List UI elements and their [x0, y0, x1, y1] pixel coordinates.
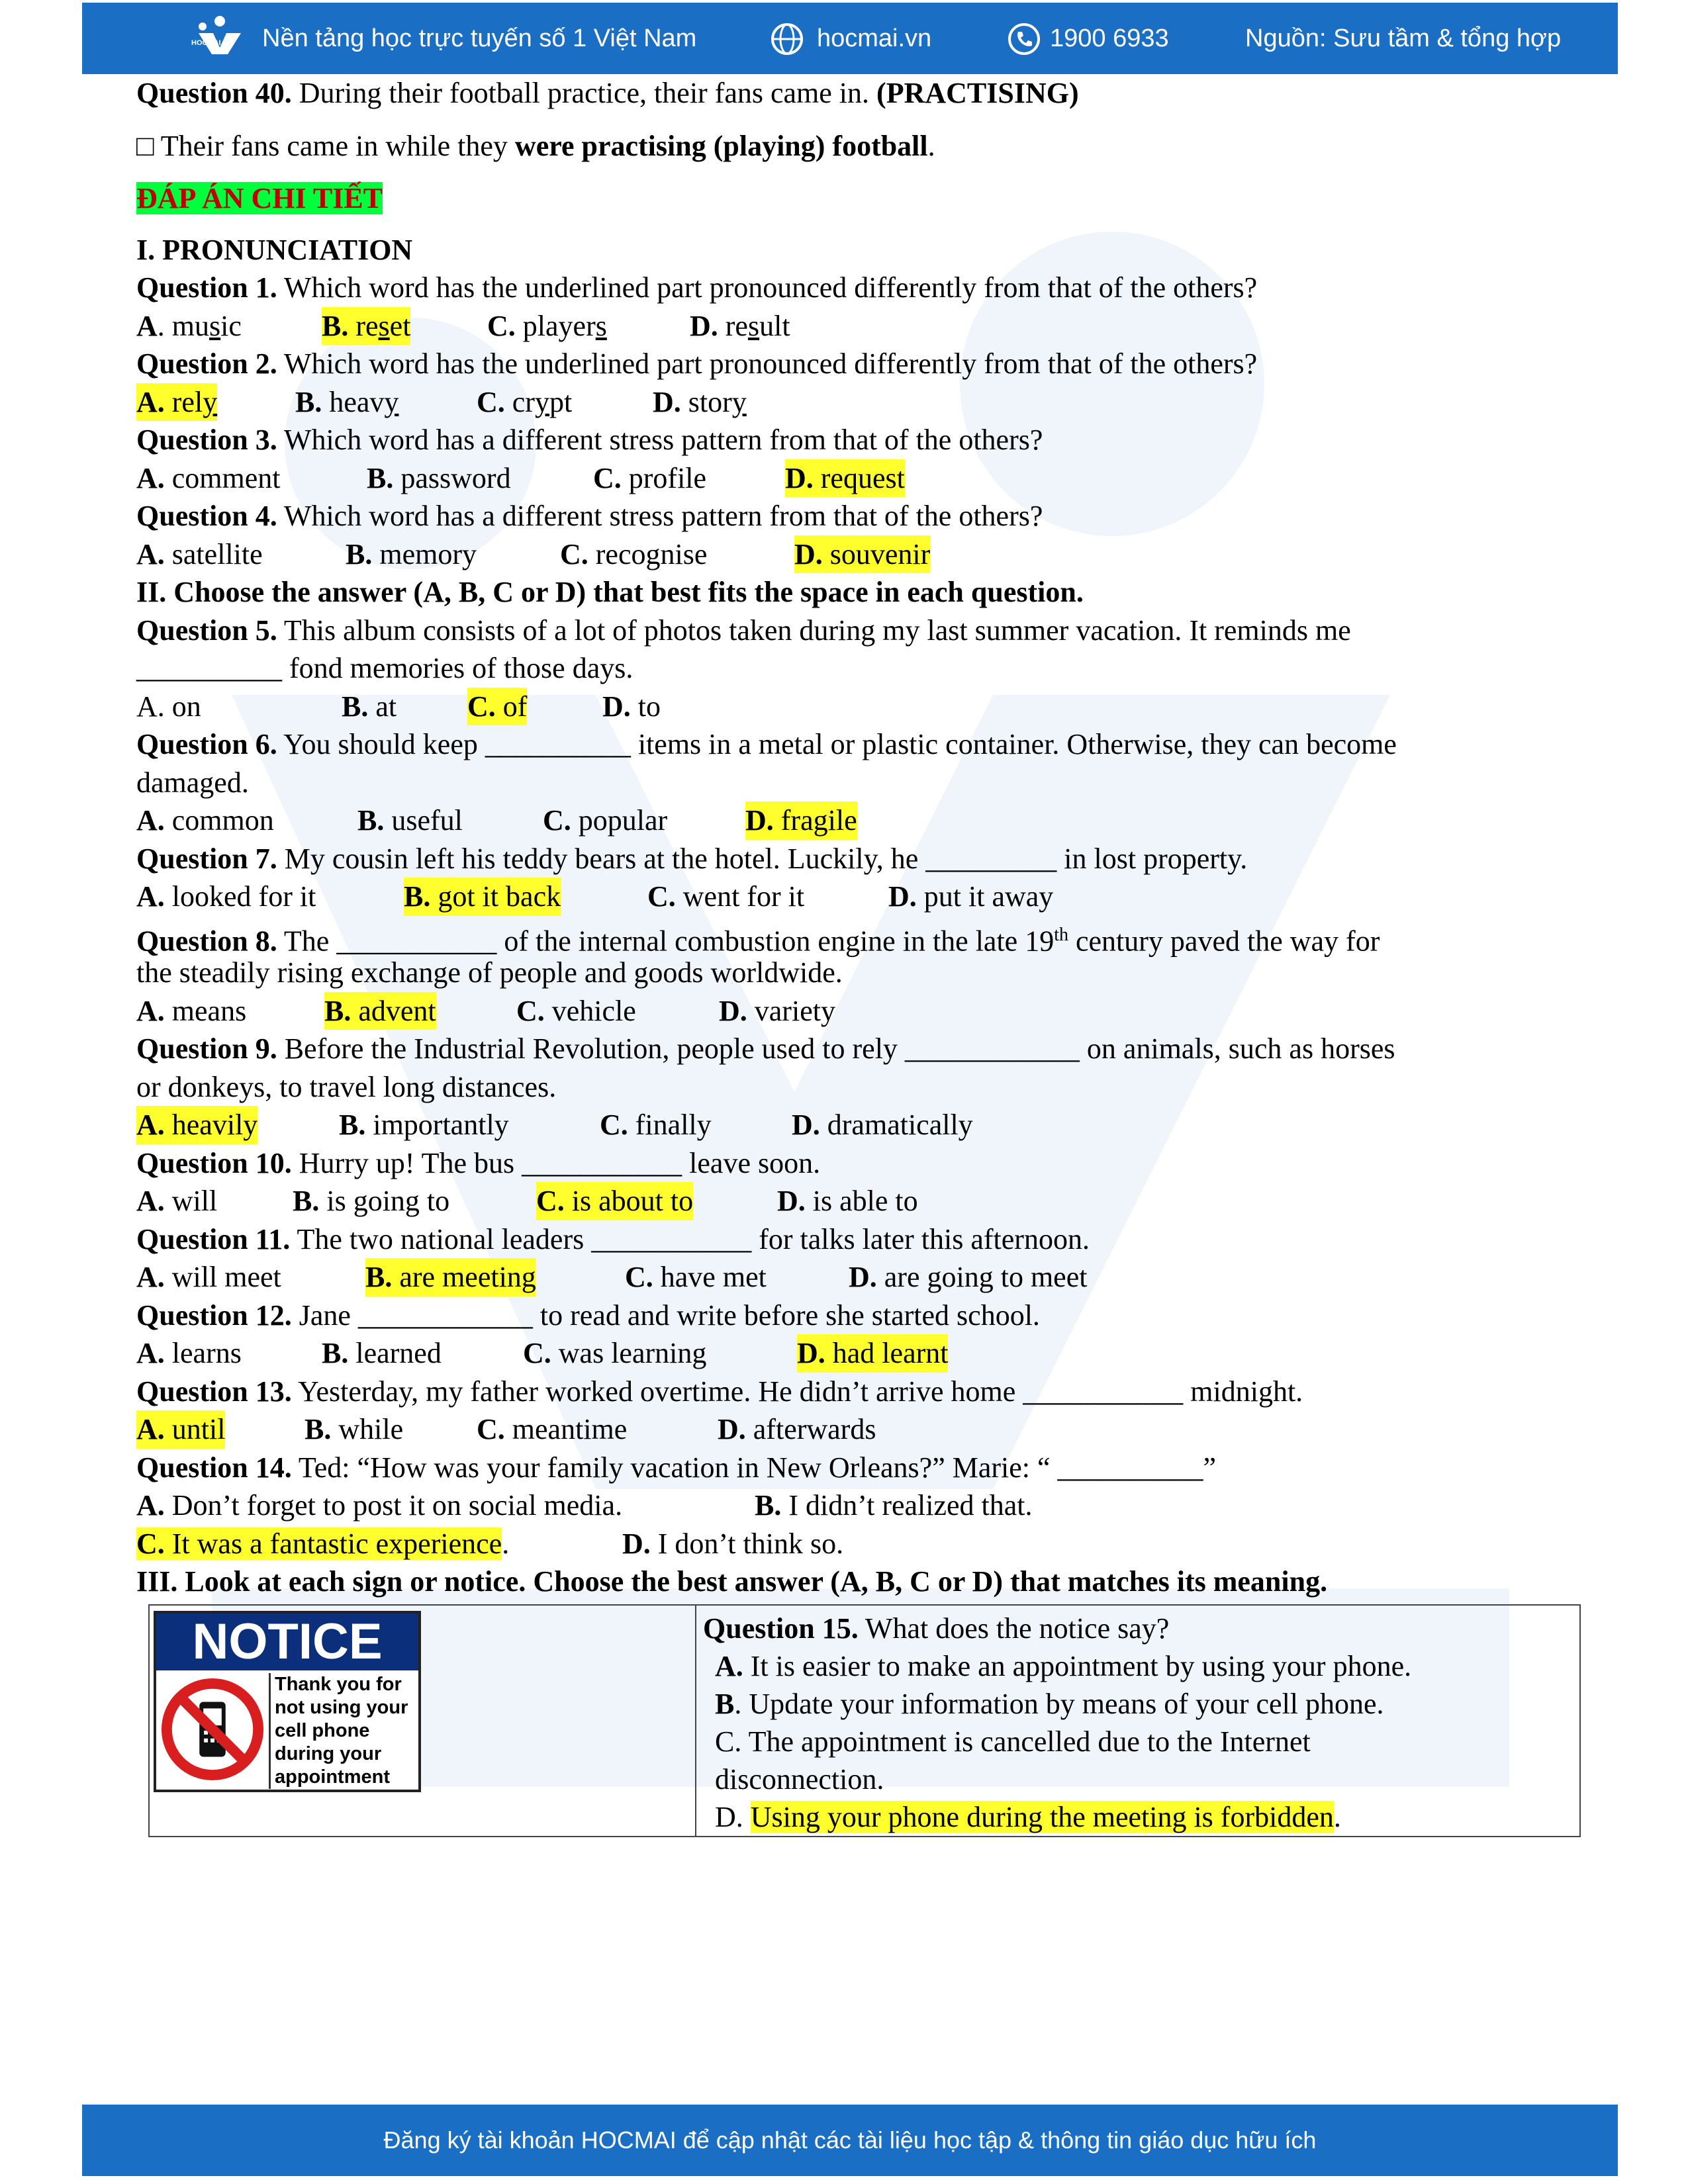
- q9-text: Before the Industrial Revolution, people used to rely ____________ on animals, such as horses: [277, 1032, 1395, 1065]
- q13-label: Question 13.: [136, 1375, 292, 1408]
- q12-option-d: D. had learnt: [797, 1334, 948, 1373]
- q5-option-a: A. on: [136, 690, 201, 723]
- q11-text: The two national leaders ___________ for talks later this afternoon.: [290, 1222, 1090, 1255]
- globe-icon: [771, 23, 804, 56]
- q8-text-pre: The ___________ of the internal combustion engine in the late 19: [277, 925, 1055, 958]
- q2-option-c: C. crypt: [477, 385, 573, 418]
- section-2-heading: [136, 573, 1579, 612]
- q14-options-2: [136, 1525, 1579, 1563]
- phone-number[interactable]: 1900 6933: [1050, 24, 1169, 52]
- q5-options: [136, 688, 1579, 726]
- q1-stem: [136, 269, 1579, 307]
- q13-option-b: B. while: [305, 1413, 404, 1445]
- q40-answer: [136, 127, 1579, 165]
- website-link[interactable]: hocmai.vn: [817, 24, 932, 52]
- header-slogan: Nền tảng học trực tuyến số 1 Việt Nam: [262, 24, 697, 52]
- q2-option-b: B. heavy: [295, 385, 399, 418]
- footer-text[interactable]: Đăng ký tài khoản HOCMAI để cập nhật các tài liệu học tập & thông tin giáo dục hữu ích: [383, 2126, 1317, 2154]
- q40-text: During their football practice, their fans came in.: [291, 77, 877, 109]
- q8-option-d: D. variety: [719, 994, 835, 1027]
- q7-stem: [136, 840, 1579, 878]
- q4-text: Which word has a different stress pattern from that of the others?: [277, 500, 1043, 532]
- table-divider: [695, 1606, 696, 1836]
- q11-option-a: A. will meet: [136, 1261, 281, 1293]
- q6-option-b: B. useful: [357, 804, 463, 837]
- notice-message: [269, 1673, 422, 1789]
- q4-label: Question 4.: [136, 500, 277, 532]
- q7-options: [136, 878, 1579, 916]
- no-cell-phone-icon: [160, 1677, 265, 1782]
- q2-text: Which word has the underlined part pronounced differently from that of the others?: [277, 347, 1258, 380]
- section-2-title: II. Choose the answer (A, B, C or D) that best fits the space in each question.: [136, 576, 1084, 608]
- q6-options: [136, 801, 1579, 840]
- q8-option-b: B. advent: [324, 992, 436, 1030]
- q6-stem: [136, 725, 1579, 764]
- q10-option-c: C. is about to: [536, 1182, 693, 1220]
- q10-label: Question 10.: [136, 1146, 292, 1179]
- q2-label: Question 2.: [136, 347, 277, 380]
- q6-option-c: C. popular: [543, 804, 668, 837]
- q15-option-c: C. The appointment is cancelled due to the Internet: [715, 1725, 1311, 1758]
- q12-option-a: A. learns: [136, 1337, 242, 1369]
- q9-stem: [136, 1030, 1579, 1068]
- q40-answer-post: .: [927, 129, 935, 162]
- q8-option-a: A. means: [136, 994, 247, 1027]
- q6-text-2: damaged.: [136, 766, 249, 799]
- notice-heading: NOTICE: [156, 1614, 418, 1670]
- q1-option-b: B. reset: [322, 307, 410, 345]
- notice-line-2: not using your: [275, 1697, 408, 1718]
- q15-option-a: A. It is easier to make an appointment by using your phone.: [715, 1650, 1412, 1682]
- q15-table: [148, 1604, 1581, 1837]
- q7-option-b: B. got it back: [404, 878, 561, 916]
- q1-option-a: A. music: [136, 309, 242, 342]
- q9-options: [136, 1106, 1579, 1144]
- footer-bar: [82, 2105, 1618, 2176]
- notice-sign: [154, 1611, 421, 1792]
- q8-superscript: th: [1054, 924, 1068, 945]
- q8-option-c: C. vehicle: [516, 994, 636, 1027]
- logo-caption: HOCMAI: [191, 39, 221, 47]
- q2-option-d: D. story: [653, 385, 747, 418]
- q8-options: [136, 992, 1579, 1030]
- q40-label: Question 40.: [136, 77, 292, 109]
- q3-option-b: B. password: [367, 461, 511, 494]
- section-3-title: III. Look at each sign or notice. Choose the best answer (A, B, C or D) that matches its meaning.: [136, 1565, 1328, 1598]
- q12-options: [136, 1334, 1579, 1373]
- q15-option-b: B. Update your information by means of your cell phone.: [715, 1688, 1384, 1720]
- q9-stem-2: [136, 1068, 1579, 1107]
- q3-option-a: A. comment: [136, 461, 281, 494]
- q15-stem: [703, 1610, 1577, 1647]
- q8-text-2: the steadily rising exchange of people and goods worldwide.: [136, 956, 843, 989]
- notice-line-5: appointment: [275, 1766, 390, 1788]
- q5-text: This album consists of a lot of photos taken during my last summer vacation. It reminds me: [277, 614, 1351, 647]
- q9-option-a: A. heavily: [136, 1106, 258, 1144]
- q12-option-b: B. learned: [322, 1337, 442, 1369]
- q12-stem: [136, 1297, 1579, 1335]
- q5-option-d: D. to: [602, 690, 661, 723]
- q40-keyword: (PRACTISING): [876, 77, 1079, 109]
- q1-text: Which word has the underlined part pronounced differently from that of the others?: [277, 271, 1258, 304]
- q9-text-2: or donkeys, to travel long distances.: [136, 1070, 557, 1103]
- q5-option-c: C. of: [467, 688, 527, 726]
- q6-label: Question 6.: [136, 728, 277, 760]
- q11-stem: [136, 1220, 1579, 1259]
- q8-label: Question 8.: [136, 925, 277, 958]
- q10-option-d: D. is able to: [777, 1185, 918, 1217]
- q3-text: Which word has a different stress pattern from that of the others?: [277, 424, 1043, 456]
- q3-stem: [136, 421, 1579, 459]
- q7-text: My cousin left his teddy bears at the hotel. Luckily, he _________ in lost property.: [277, 842, 1248, 875]
- q10-option-a: A. will: [136, 1185, 218, 1217]
- q11-option-c: C. have met: [625, 1261, 767, 1293]
- q2-options: [136, 383, 1579, 422]
- q4-option-c: C. recognise: [560, 537, 708, 570]
- q14-label: Question 14.: [136, 1451, 292, 1484]
- q10-text: Hurry up! The bus ___________ leave soon.: [291, 1146, 821, 1179]
- q5-option-b: B. at: [342, 690, 397, 723]
- q7-option-a: A. looked for it: [136, 880, 316, 913]
- q14-option-b: B. I didn’t realized that.: [755, 1489, 1033, 1522]
- q13-text: Yesterday, my father worked overtime. He didn’t arrive home ___________ midnight.: [291, 1375, 1303, 1408]
- q15-text: What does the notice say?: [858, 1612, 1170, 1645]
- header-bar: [82, 3, 1618, 74]
- q9-option-b: B. importantly: [339, 1109, 509, 1141]
- q14-option-a: A. Don’t forget to post it on social media.: [136, 1489, 623, 1522]
- q6-text: You should keep __________ items in a metal or plastic container. Otherwise, they can become: [277, 728, 1397, 760]
- q3-options: [136, 459, 1579, 498]
- q7-option-d: D. put it away: [888, 880, 1054, 913]
- q9-option-c: C. finally: [600, 1109, 712, 1141]
- q9-label: Question 9.: [136, 1032, 277, 1065]
- q8-stem-2: [136, 954, 1579, 992]
- q40-answer-bold: were practising (playing) football: [514, 129, 928, 162]
- q6-stem-2: [136, 764, 1579, 802]
- q13-option-c: C. meantime: [477, 1413, 628, 1445]
- q13-stem: [136, 1373, 1579, 1411]
- q14-stem: [136, 1449, 1579, 1487]
- q14-text: Ted: “How was your family vacation in New Orleans?” Marie: “ __________”: [291, 1451, 1217, 1484]
- q13-option-d: D. afterwards: [718, 1413, 876, 1445]
- q4-options: [136, 535, 1579, 574]
- q11-options: [136, 1258, 1579, 1297]
- notice-line-4: during your: [275, 1743, 382, 1764]
- q12-option-c: C. was learning: [523, 1337, 707, 1369]
- answer-title: ĐÁP ÁN CHI TIẾT: [136, 182, 383, 214]
- q1-options: [136, 307, 1579, 345]
- q5-text-2: __________ fond memories of those days.: [136, 652, 633, 684]
- q3-option-c: C. profile: [593, 461, 707, 494]
- q2-option-a: A. rely: [136, 383, 217, 422]
- q1-label: Question 1.: [136, 271, 277, 304]
- q4-option-b: B. memory: [346, 537, 477, 570]
- section-3-heading: [136, 1563, 1579, 1601]
- q4-option-a: A. satellite: [136, 537, 263, 570]
- q5-stem: [136, 612, 1579, 650]
- q15-label: Question 15.: [703, 1612, 859, 1645]
- q40-line: [136, 74, 1579, 113]
- q9-option-d: D. dramatically: [792, 1109, 973, 1141]
- q4-option-d: D. souvenir: [794, 535, 930, 574]
- q7-label: Question 7.: [136, 842, 277, 875]
- q1-option-d: D. result: [690, 309, 790, 342]
- notice-line-1: Thank you for: [275, 1674, 402, 1695]
- q14-option-c: C. It was a fantastic experience.: [136, 1527, 510, 1560]
- q3-label: Question 3.: [136, 424, 277, 456]
- q6-option-a: A. common: [136, 804, 274, 837]
- phone-icon: [1008, 23, 1041, 56]
- q8-text-post: century paved the way for: [1068, 925, 1380, 958]
- q5-label: Question 5.: [136, 614, 277, 647]
- section-1-heading: [136, 231, 1579, 269]
- q15-option-d: D. Using your phone during the meeting is forbidden.: [715, 1801, 1341, 1833]
- q12-text: Jane ____________ to read and write before she started school.: [291, 1298, 1040, 1332]
- q15-cell: [703, 1610, 1577, 1836]
- q12-label: Question 12.: [136, 1298, 292, 1332]
- q5-stem-2: [136, 649, 1579, 688]
- q3-option-d: D. request: [785, 459, 905, 498]
- q14-option-d: D. I don’t think so.: [622, 1527, 844, 1560]
- notice-line-3: cell phone: [275, 1720, 370, 1741]
- q2-stem: [136, 345, 1579, 383]
- q40-answer-pre: □ Their fans came in while they: [136, 129, 515, 162]
- q6-option-d: D. fragile: [745, 801, 857, 840]
- q11-option-b: B. are meeting: [365, 1258, 536, 1297]
- q11-option-d: D. are going to meet: [849, 1261, 1088, 1293]
- section-1-title: I. PRONUNCIATION: [136, 233, 413, 266]
- q1-option-c: C. players: [487, 309, 607, 342]
- q10-option-b: B. is going to: [293, 1185, 450, 1217]
- q13-option-a: A. until: [136, 1410, 225, 1449]
- q15-option-c-cont: disconnection.: [715, 1763, 884, 1796]
- q14-options-1: [136, 1486, 1579, 1525]
- answer-title-line: [136, 179, 1579, 218]
- q11-label: Question 11.: [136, 1222, 291, 1255]
- q13-options: [136, 1410, 1579, 1449]
- q7-option-c: C. went for it: [647, 880, 805, 913]
- header-source: Nguồn: Sưu tầm & tổng hợp: [1245, 24, 1562, 52]
- q8-stem: [136, 916, 1579, 958]
- q10-options: [136, 1182, 1579, 1220]
- q10-stem: [136, 1144, 1579, 1183]
- q4-stem: [136, 497, 1579, 535]
- document-body: [136, 74, 1579, 1601]
